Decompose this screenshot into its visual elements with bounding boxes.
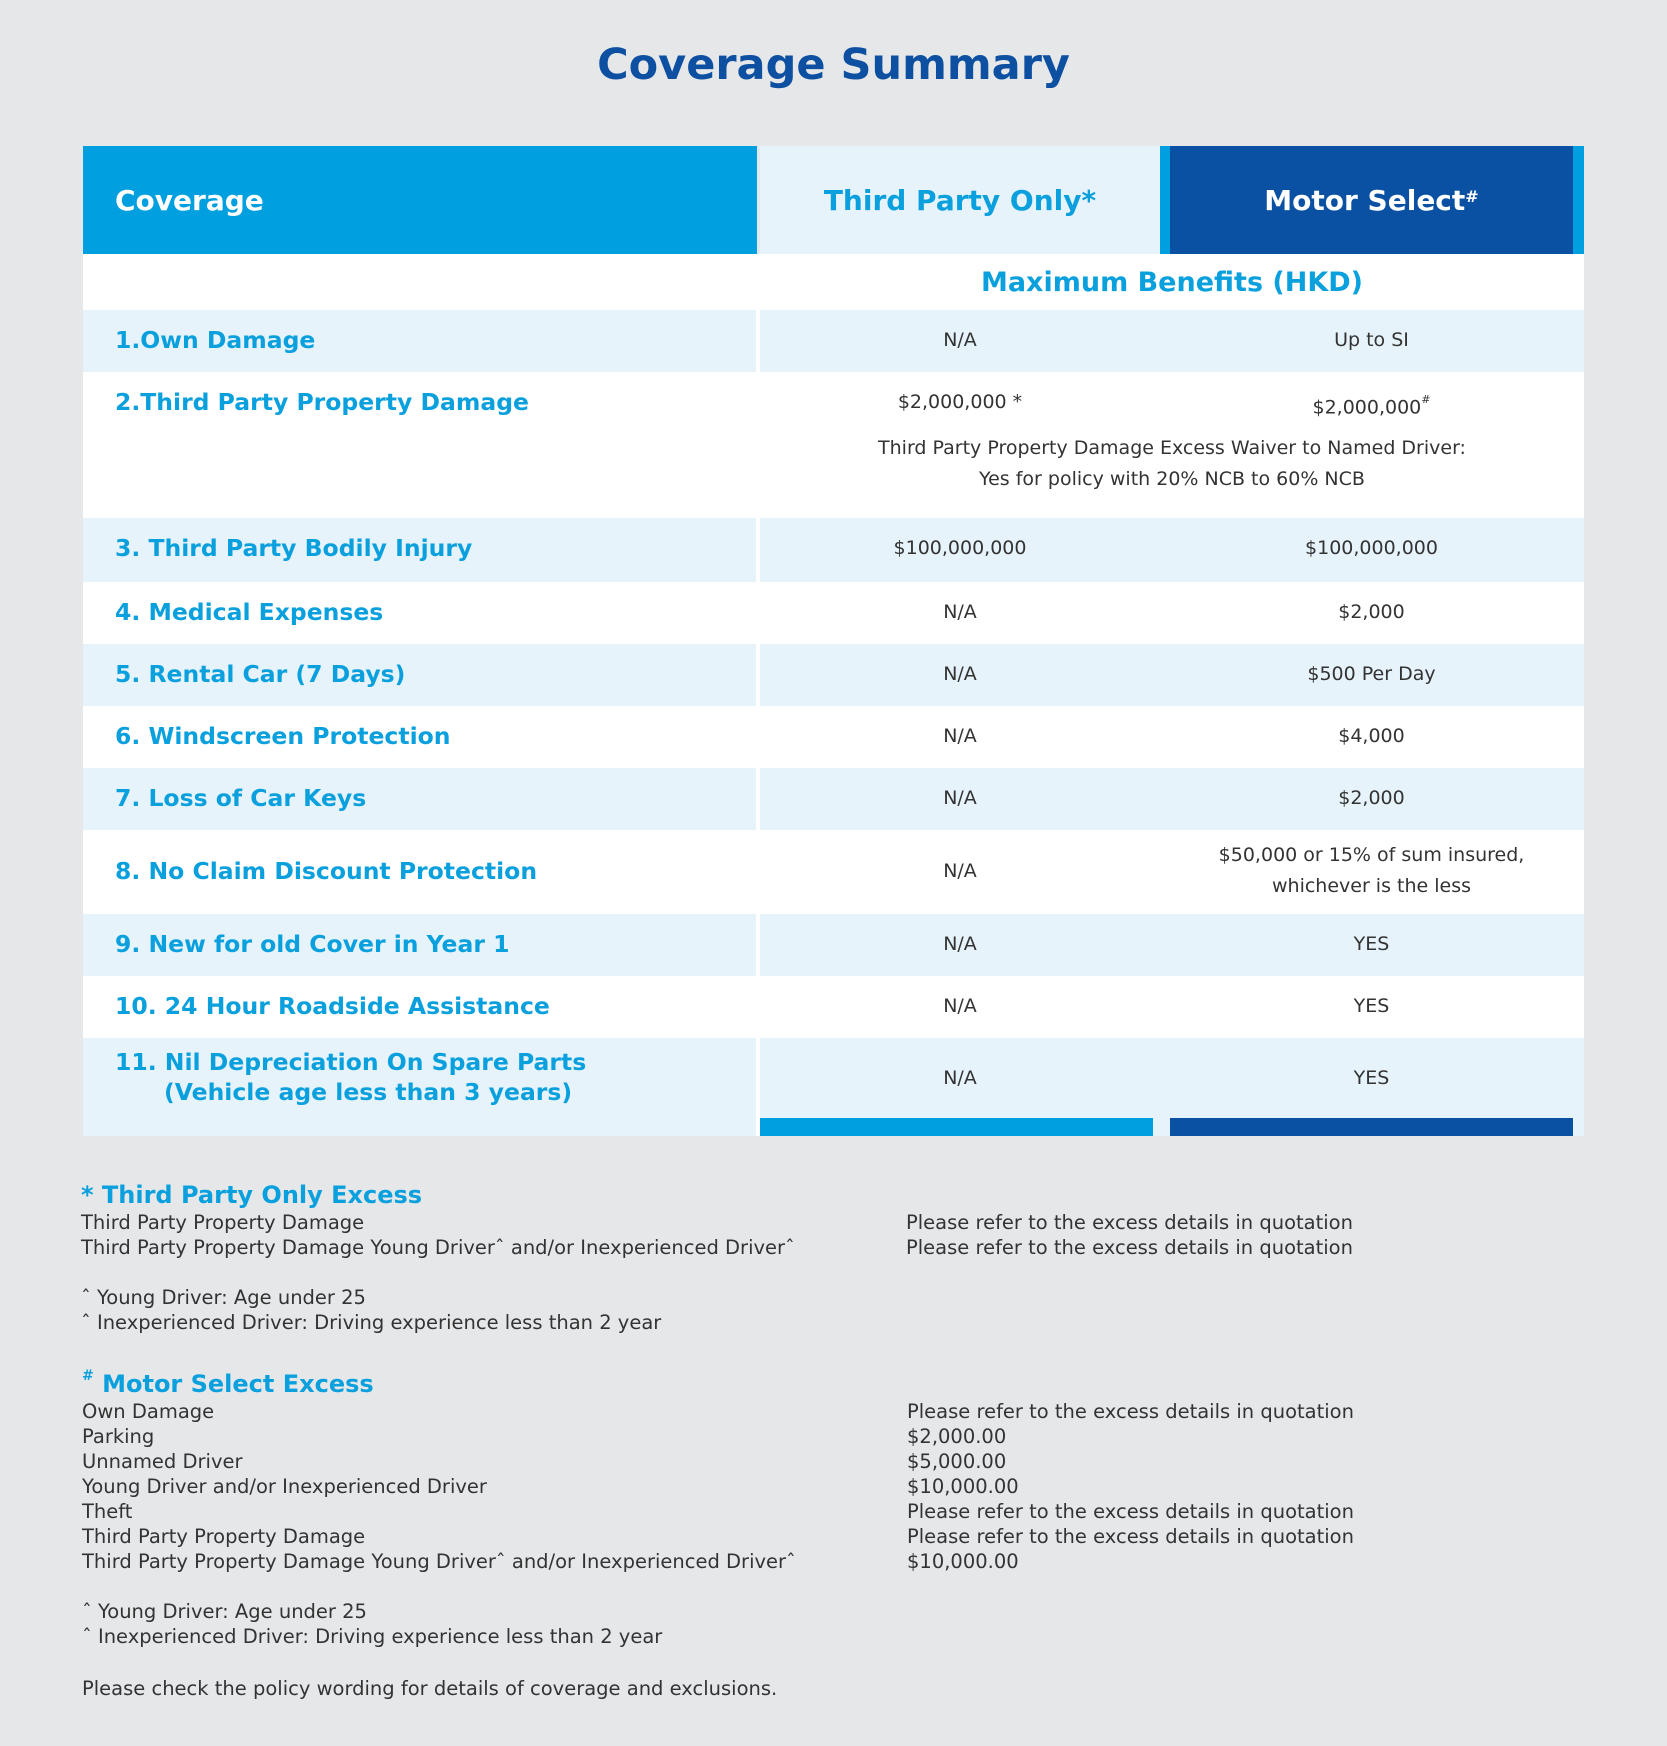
row-label: 11. Nil Depreciation On Spare Parts [115,1048,587,1076]
table-header [83,146,1584,254]
ms-value: $50,000 or 15% of sum insured, [1218,844,1525,866]
column-footer-bars [83,1118,1584,1136]
tpo-value: N/A [943,787,977,809]
row-label: 9. New for old Cover in Year 1 [115,930,510,958]
table-row [83,976,1584,1038]
row-label-continued: (Vehicle age less than 3 years) [164,1078,573,1106]
row-label: 3. Third Party Bodily Injury [115,534,473,562]
row-label: 7. Loss of Car Keys [115,784,367,812]
ms-excess-heading [82,1364,1582,1399]
tpo-footer-bar [760,1118,1153,1136]
tpo-value: N/A [943,329,977,351]
excess-item-value: $10,000.00 [907,1550,1019,1573]
excess-item-name: Third Party Property Damage [82,1525,366,1548]
header-motor-select-mark: # [1465,186,1479,206]
ms-value [1170,387,1573,423]
row-label: 1.Own Damage [115,326,316,354]
tpo-value: N/A [943,725,977,747]
excess-item-value: $2,000.00 [907,1425,1007,1448]
table-row [83,644,1584,706]
excess-item [82,1449,1582,1474]
row-label: 8. No Claim Discount Protection [115,857,538,885]
tpo-value: N/A [943,995,977,1017]
tpo-value: N/A [943,1067,977,1089]
max-benefits-label: Maximum Benefits (HKD) [980,266,1364,298]
coverage-table [83,146,1584,1136]
excess-item [82,1424,1582,1449]
excess-item-value: Please refer to the excess details in quotation [907,1525,1354,1548]
excess-item-name: Own Damage [82,1400,215,1423]
excess-item-name: Parking [82,1425,155,1448]
ms-excess-mark: # [82,1368,94,1384]
ms-value-text: $2,000,000 [1312,396,1422,419]
max-benefits-row [83,254,1584,310]
excess-item-value: $5,000.00 [907,1450,1007,1473]
excess-item-value: Please refer to the excess details in quotation [907,1500,1354,1523]
ms-value: Up to SI [1334,329,1409,351]
row-label: 4. Medical Expenses [115,598,384,626]
footnote: ˆ Young Driver: Age under 25 [82,1600,367,1623]
ms-value: $100,000,000 [1305,537,1438,559]
table-row [83,582,1584,644]
excess-item-name: Third Party Property Damage Young Driverˆ and/or Inexperienced Driverˆ [82,1550,796,1573]
excess-item-name: Third Party Property Damage [81,1211,365,1234]
policy-wording-note: Please check the policy wording for details of coverage and exclusions. [82,1677,778,1700]
ms-value-continued: whichever is the less [1271,875,1472,897]
header-coverage: Coverage [83,146,757,254]
ms-value: YES [1353,1067,1390,1089]
table-row [83,706,1584,768]
table-row [83,1038,1584,1118]
excess-item [82,1399,1582,1424]
ms-excess-section [82,1364,1582,1649]
excess-waiver-note-detail: Yes for policy with 20% NCB to 60% NCB [979,468,1365,490]
excess-item-name: Young Driver and/or Inexperienced Driver [82,1475,487,1498]
table-row [83,768,1584,830]
table-row [83,518,1584,582]
ms-value: $500 Per Day [1307,663,1436,685]
footnote: ˆ Inexperienced Driver: Driving experience less than 2 year [82,1625,663,1648]
ms-value: $4,000 [1338,725,1405,747]
tpo-value: $2,000,000 * [897,391,1023,413]
excess-item-name: Unnamed Driver [82,1450,243,1473]
excess-item-value: $10,000.00 [907,1475,1019,1498]
ms-excess-heading-text: Motor Select Excess [102,1370,374,1398]
tpo-value: N/A [943,933,977,955]
excess-item-value: Please refer to the excess details in quotation [907,1400,1354,1423]
excess-item-name: Theft [82,1500,133,1523]
table-row [83,914,1584,976]
ms-footer-bar [1170,1118,1573,1136]
tpo-excess-heading: * Third Party Only Excess [81,1181,423,1209]
excess-item [82,1474,1582,1499]
row-label: 5. Rental Car (7 Days) [115,660,406,688]
table-row [83,372,1584,518]
ms-value: $2,000 [1338,601,1405,623]
header-third-party-only: Third Party Only* [760,146,1160,254]
ms-value: YES [1353,933,1390,955]
ms-value-mark: # [1421,393,1431,406]
excess-item [82,1524,1582,1549]
excess-waiver-note: Third Party Property Damage Excess Waiver to Named Driver: [878,437,1466,459]
excess-item [81,1210,1581,1235]
table-row [83,310,1584,372]
tpo-value: N/A [943,601,977,623]
footnote: ˆ Inexperienced Driver: Driving experience less than 2 year [81,1311,662,1334]
tpo-excess-section [81,1180,1581,1335]
row-label: 2.Third Party Property Damage [115,388,529,416]
ms-value: YES [1353,995,1390,1017]
excess-item-value: Please refer to the excess details in quotation [906,1211,1353,1234]
table-row [83,830,1584,914]
ms-value: $2,000 [1338,787,1405,809]
header-motor-select [1170,146,1573,254]
tpo-value: N/A [943,860,977,882]
row-label: 6. Windscreen Protection [115,722,451,750]
excess-item-value: Please refer to the excess details in quotation [906,1236,1353,1259]
row-label: 10. 24 Hour Roadside Assistance [115,992,550,1020]
excess-item [82,1549,1582,1574]
header-motor-select-label: Motor Select [1264,183,1466,217]
excess-item [81,1235,1581,1260]
footnote: ˆ Young Driver: Age under 25 [81,1286,366,1309]
excess-item [82,1499,1582,1524]
excess-item-name: Third Party Property Damage Young Driverˆ and/or Inexperienced Driverˆ [81,1236,795,1259]
page-title: Coverage Summary [597,40,1070,90]
tpo-value: N/A [943,663,977,685]
tpo-value: $100,000,000 [893,537,1027,559]
